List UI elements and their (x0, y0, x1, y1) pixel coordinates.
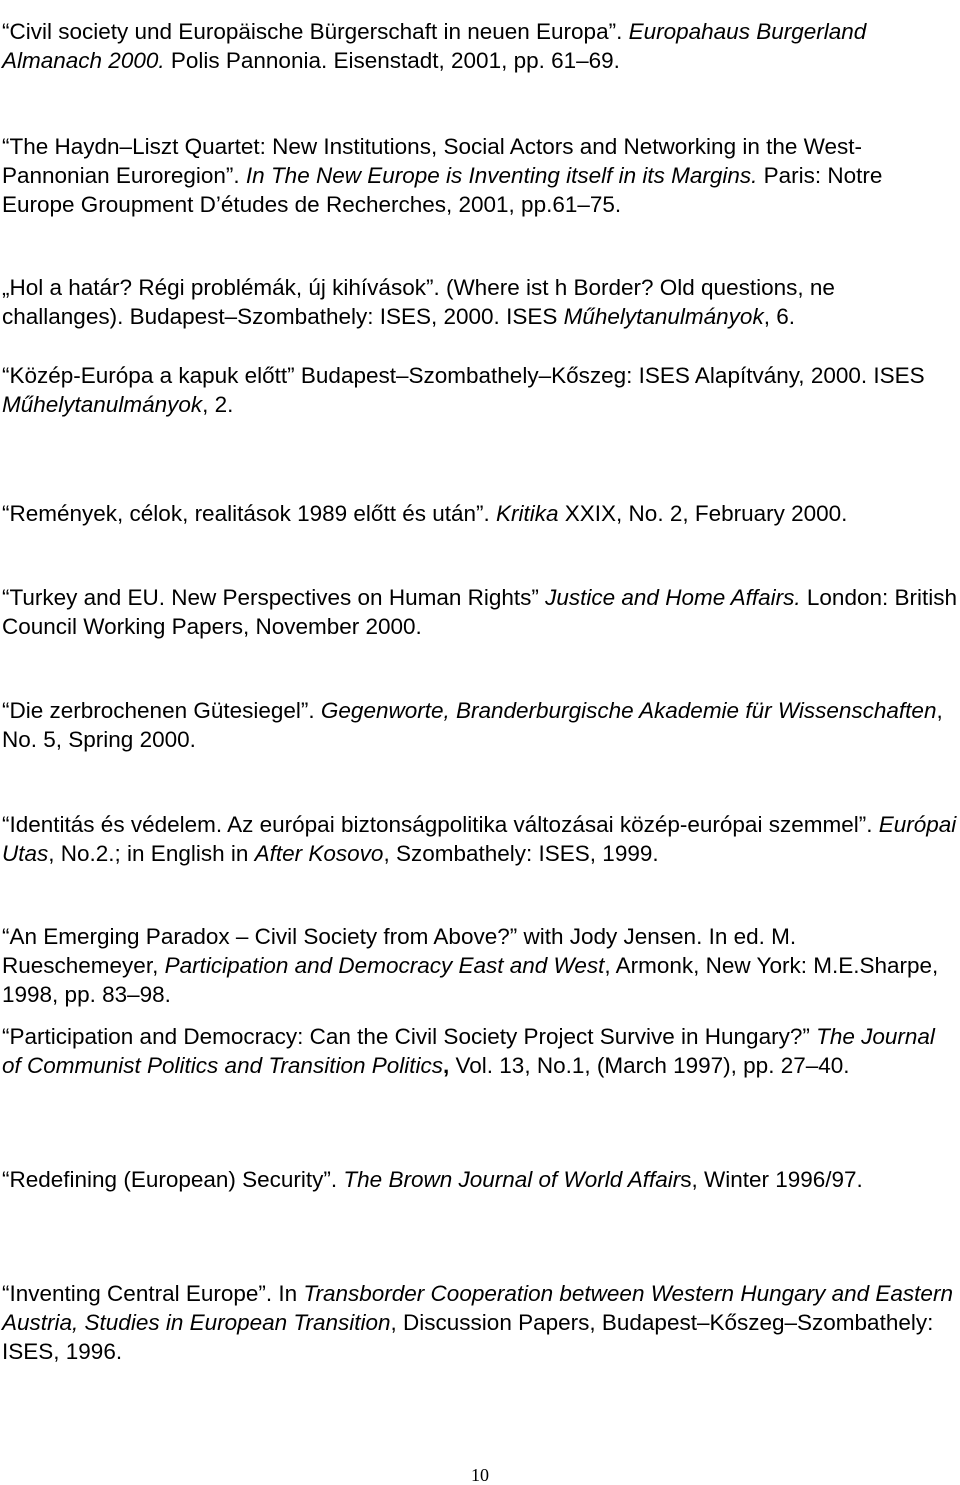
citation-text-run: Justice and Home Affairs. (545, 584, 801, 610)
citation-participation-democracy (2, 1022, 958, 1080)
citation-gutesiegel (2, 696, 958, 754)
citation-text-run: London: British Council Working Papers, November 2000. (2, 584, 958, 639)
citation-civil-society (2, 17, 958, 75)
citation-turkey-eu (2, 583, 958, 641)
citation-text-run: Vol. 13, No.1, (March 1997), pp. 27–40. (449, 1052, 850, 1078)
citation-remenyek (2, 499, 958, 528)
citation-text-run: Kritika (496, 500, 559, 526)
citation-text-run: Gegenworte, Branderburgische Akademie für Wissenschaften (320, 697, 937, 723)
citation-text-run: After Kosovo (254, 840, 384, 866)
citation-text-run: , Armonk, New York: M.E.Sharpe, 1998, pp. 83–98. (2, 952, 939, 1007)
citation-emerging-paradox (2, 922, 958, 1009)
citation-text-run: “Die zerbrochenen Gütesiegel”. (2, 697, 321, 723)
citation-text-run: , 2. (202, 391, 234, 417)
citation-text-run: “The Haydn–Liszt Quartet: New Institutions, Social Actors and Networking in the West-Pannonian Euroregion”. (2, 133, 862, 188)
citation-text-run: Transborder Cooperation between Western Hungary and Eastern Austria, Studies in European Transition (2, 1280, 953, 1335)
citation-text-run: s, Winter 1996/97. (680, 1166, 863, 1192)
citation-text-run: “Redefining (European) Security”. (2, 1166, 344, 1192)
citation-text-run: “Civil society und Europäische Bürgerschaft in neuen Europa”. (2, 18, 629, 44)
citation-text-run: , 6. (763, 303, 795, 329)
citation-text-run: , No. 5, Spring 2000. (2, 697, 943, 752)
citation-haydn-liszt (2, 132, 958, 219)
citation-text-run: “Remények, célok, realitások 1989 előtt és után”. (2, 500, 497, 526)
citation-text-run: , (443, 1052, 450, 1078)
citation-text-run: In The New Europe is Inventing itself in its Margins. (245, 162, 758, 188)
citation-text-run: The Brown Journal of World Affair (343, 1166, 681, 1192)
citation-text-run: “Közép-Európa a kapuk előtt” Budapest–Szombathely–Kőszeg: ISES Alapítvány, 2000. ISES (2, 362, 925, 388)
citation-text-run: Participation and Democracy East and West (164, 952, 605, 978)
citation-text-run: “An Emerging Paradox – Civil Society from Above?” with Jody Jensen. In ed. M. Rueschemeyer, (2, 923, 797, 978)
page-number: 10 (471, 1465, 489, 1485)
citation-text-run: Paris: Notre Europe Groupment D’études de Recherches, 2001, pp.61–75. (2, 162, 883, 217)
citation-text-run: „Hol a határ? Régi problémák, új kihívások”. (Where ist h Border? Old questions, ne challanges). Budapest–Szombathely: ISES, 2000. ISES (2, 274, 835, 329)
citation-text-run: , Discussion Papers, Budapest–Kőszeg–Szombathely: ISES, 1996. (2, 1309, 934, 1364)
citation-inventing-central-europe (2, 1279, 958, 1366)
citation-identitas (2, 810, 958, 868)
citation-text-run: Európai Utas (2, 811, 957, 866)
citation-kozep-europa (2, 361, 958, 419)
citation-hol-a-hatar (2, 273, 958, 331)
citation-text-run: The Journal of Communist Politics and Transition Politics (2, 1023, 935, 1078)
citation-text-run: Műhelytanulmányok (563, 303, 764, 329)
citation-text-run: “Identitás és védelem. Az európai biztonságpolitika változásai közép-európai szemmel”. (2, 811, 879, 837)
citation-text-run: Műhelytanulmányok (2, 391, 203, 417)
citation-text-run: Europahaus Burgerland Almanach 2000. (2, 18, 867, 73)
citation-text-run: “Turkey and EU. New Perspectives on Human Rights” (2, 584, 546, 610)
citation-redefining-security (2, 1165, 958, 1194)
citation-text-run: , No.2.; in English in (48, 840, 255, 866)
citation-text-run: XXIX, No. 2, February 2000. (558, 500, 848, 526)
citation-text-run: “Inventing Central Europe”. In (2, 1280, 304, 1306)
citation-text-run: “Participation and Democracy: Can the Civil Society Project Survive in Hungary?” (2, 1023, 817, 1049)
citation-text-run: , Szombathely: ISES, 1999. (383, 840, 659, 866)
citation-text-run: Polis Pannonia. Eisenstadt, 2001, pp. 61–69. (164, 47, 620, 73)
